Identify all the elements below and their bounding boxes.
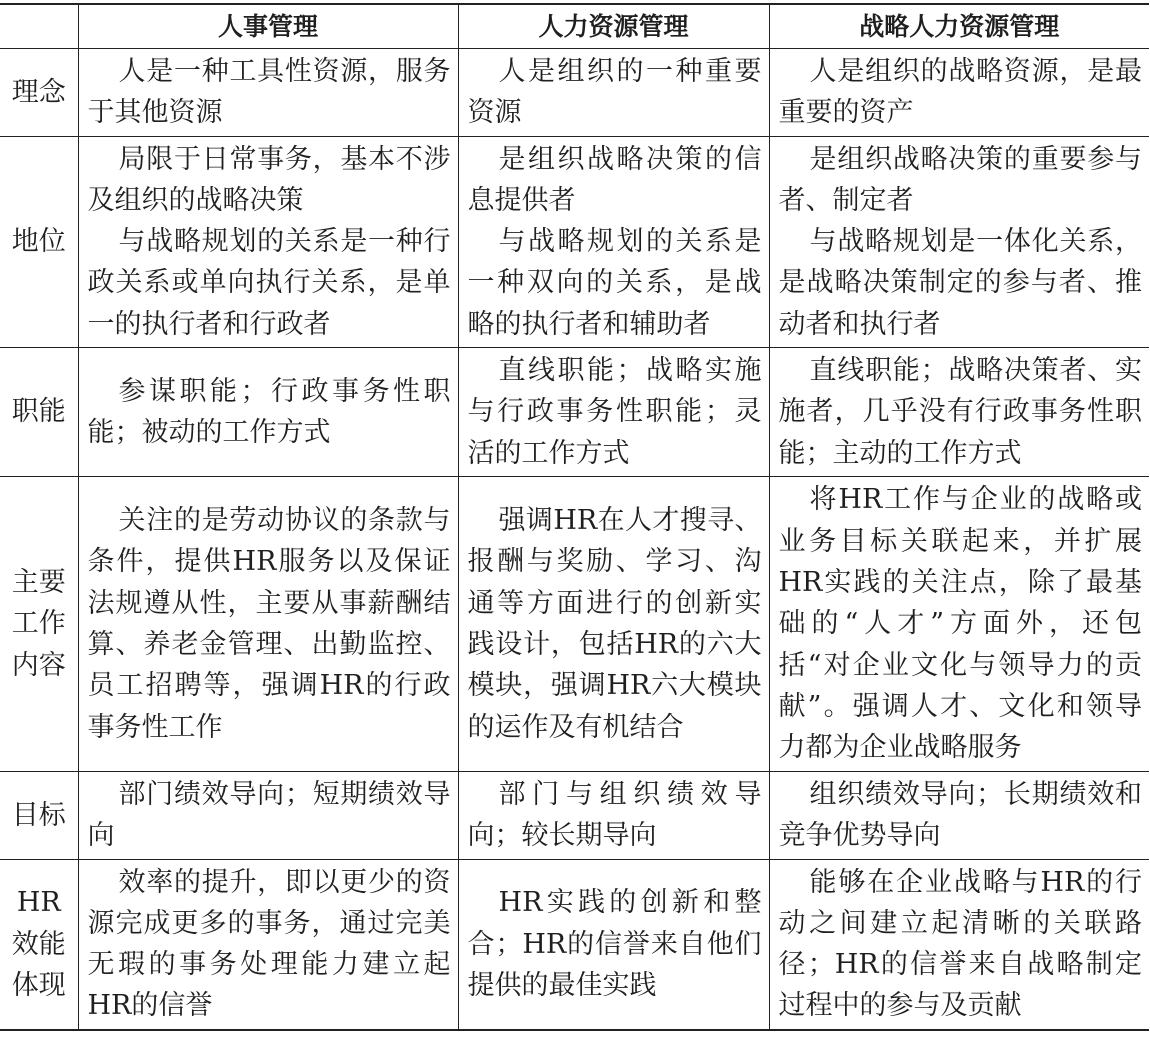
- row-label-line: 工作: [11, 608, 66, 640]
- cell-status-personnel: [78, 136, 458, 347]
- row-label-concept: [0, 49, 78, 137]
- cell-goal-personnel: [78, 771, 458, 859]
- cell-function-personnel: [78, 348, 458, 477]
- cell-paragraph: 效率的提升，即以更少的资源完成更多的事务，通过完美无瑕的事务处理能力建立起HR的信誉: [87, 866, 451, 1022]
- cell-hr-efficacy-hrm: [458, 859, 769, 1030]
- cell-function-shrm: [769, 348, 1149, 477]
- row-label-status: [0, 136, 78, 347]
- row-label-function: [0, 348, 78, 477]
- row-concept: [0, 49, 1149, 137]
- row-hr-efficacy: [0, 859, 1149, 1030]
- row-label-line: 效能: [11, 928, 66, 960]
- cell-hr-efficacy-shrm: [769, 859, 1149, 1030]
- comparison-table: [0, 3, 1149, 1031]
- row-label-line: 目标: [11, 799, 66, 831]
- cell-paragraph: 能够在企业战略与HR的行动之间建立起清晰的关联路径；HR的信誉来自战略制定过程中的参与及贡献: [778, 866, 1142, 1022]
- cell-paragraph: 关注的是劳动协议的条款与条件，提供HR服务以及保证法规遵从性，主要从事薪酬结算、养老金管理、出勤监控、员工招聘等，强调HR的行政事务性工作: [87, 505, 451, 743]
- cell-main-work-personnel: [78, 476, 458, 771]
- cell-hr-efficacy-personnel: [78, 859, 458, 1030]
- cell-status-shrm: [769, 136, 1149, 347]
- header-row: [0, 4, 1149, 49]
- cell-paragraph: 是组织战略决策的信息提供者: [467, 143, 762, 216]
- cell-paragraph: 直线职能；战略决策者、实施者，几乎没有行政事务性职能；主动的工作方式: [778, 355, 1142, 469]
- cell-paragraph: 强调HR在人才搜寻、报酬与奖励、学习、沟通等方面进行的创新实践设计，包括HR的六大模块，强调HR六大模块的运作及有机结合: [467, 505, 762, 743]
- cell-paragraph: 人是组织的战略资源，是最重要的资产: [778, 56, 1142, 129]
- cell-paragraph: 与战略规划是一体化关系，是战略决策制定的参与者、推动者和执行者: [778, 226, 1142, 340]
- cell-status-hrm: [458, 136, 769, 347]
- cell-paragraph: 是组织战略决策的重要参与者、制定者: [778, 143, 1142, 216]
- row-label-line: 内容: [11, 649, 66, 681]
- cell-main-work-hrm: [458, 476, 769, 771]
- cell-goal-shrm: [769, 771, 1149, 859]
- cell-function-hrm: [458, 348, 769, 477]
- cell-paragraph: 人是组织的一种重要资源: [467, 56, 762, 129]
- cell-concept-hrm: [458, 49, 769, 137]
- row-function: [0, 348, 1149, 477]
- header-personnel-management: 人事管理: [78, 4, 458, 49]
- cell-paragraph: 部门与组织绩效导向；较长期导向: [467, 778, 762, 852]
- row-label-line: 职能: [11, 396, 66, 428]
- cell-paragraph: 局限于日常事务，基本不涉及组织的战略决策: [87, 143, 451, 216]
- cell-main-work-shrm: [769, 476, 1149, 771]
- cell-paragraph: 参谋职能；行政事务性职能；被动的工作方式: [87, 375, 451, 449]
- cell-paragraph: 将HR工作与企业的战略或业务目标关联起来，并扩展HR实践的关注点，除了最基础的“人才”方面外，还包括“对企业文化与领导力的贡献”。强调人才、文化和领导力都为企业战略服务: [778, 484, 1142, 764]
- row-label-hr-efficacy: [0, 859, 78, 1030]
- cell-paragraph: 组织绩效导向；长期绩效和竞争优势导向: [778, 778, 1142, 852]
- row-label-line: 理念: [11, 76, 66, 108]
- cell-paragraph: 人是一种工具性资源，服务于其他资源: [87, 56, 451, 129]
- row-label-line: 体现: [11, 969, 66, 1001]
- row-label-goal: [0, 771, 78, 859]
- cell-paragraph: HR实践的创新和整合；HR的信誉来自他们提供的最佳实践: [467, 887, 762, 1001]
- row-goal: [0, 771, 1149, 859]
- cell-paragraph: 部门绩效导向；短期绩效导向: [87, 778, 451, 852]
- cell-paragraph: 与战略规划的关系是一种行政关系或单向执行关系，是单一的执行者和行政者: [87, 226, 451, 340]
- header-corner-cell: [0, 4, 78, 49]
- header-human-resource-management: 人力资源管理: [458, 4, 769, 49]
- cell-goal-hrm: [458, 771, 769, 859]
- header-strategic-hr-management: 战略人力资源管理: [769, 4, 1149, 49]
- cell-paragraph: 直线职能；战略实施与行政事务性职能；灵活的工作方式: [467, 355, 762, 469]
- row-label-line: 主要: [11, 567, 66, 599]
- cell-paragraph: 与战略规划的关系是一种双向的关系，是战略的执行者和辅助者: [467, 226, 762, 340]
- cell-concept-personnel: [78, 49, 458, 137]
- row-label-line: 地位: [11, 226, 66, 258]
- row-main-work: [0, 476, 1149, 771]
- cell-concept-shrm: [769, 49, 1149, 137]
- row-label-main-work: [0, 476, 78, 771]
- row-label-line: HR: [16, 887, 61, 919]
- row-status: [0, 136, 1149, 347]
